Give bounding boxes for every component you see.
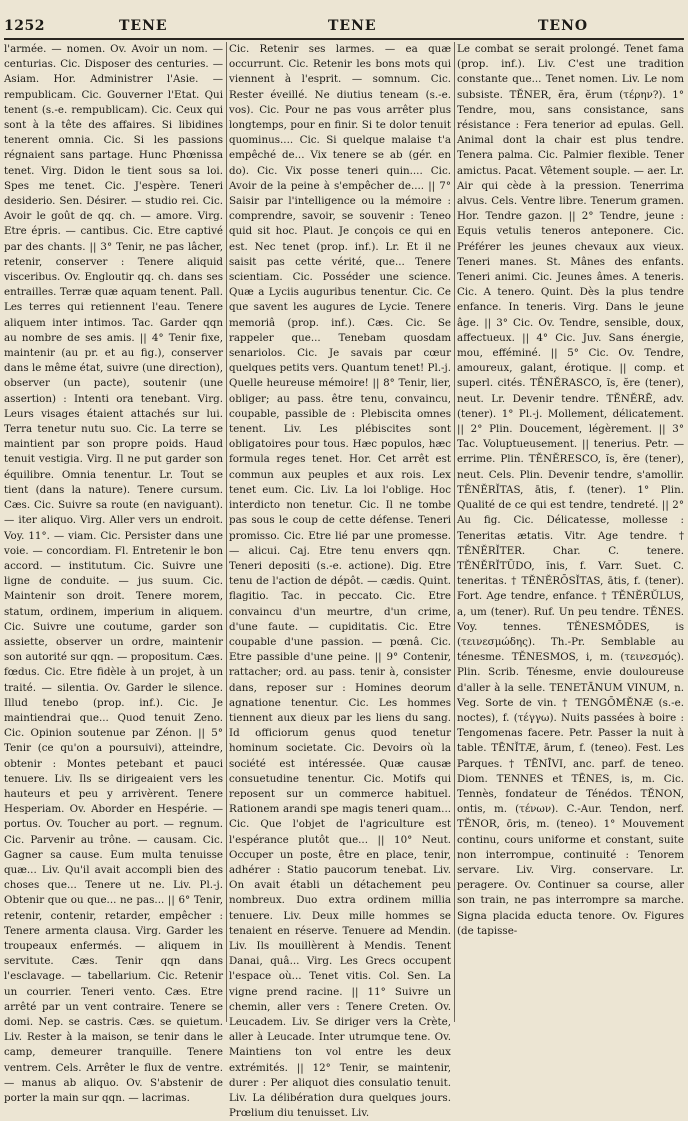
text-column-middle	[229, 42, 451, 1120]
column-left-text: l'armée. — nomen. Ov. Avoir un nom. — centurias. Cic. Disposer des centuries. — Asiam. Hor. Administrer l'Asie. — rempublicam. Cic. Gouverner l'Etat. Qui tenent (s.-e. rempublicam). Cic. Ceux qui sont à la tête des affaires. Si libidines tenerent omnia. Cic. Si les passions régnaient sans partage. Hunc Phœnissa tenet. Virg. Didon le tient sous sa loi. Spes me tenet. Cic. J'espère. Teneri desiderio. Sen. Désirer. — studio rei. Cic. Avoir le goût de qq. ch. — amore. Virg. Etre épris. — cantibus. Cic. Etre captivé par des chants. || 3° Tenir, ne pas lâcher, retenir, conserver : Tenere aliquid visceribus. Ov. Engloutir qq. ch. dans ses entrailles. Terræ quæ aquam tenent. Pall. Les terres qui retiennent l'eau. Tenere aliquem inter intimos. Tac. Garder qqn au nombre de ses amis. || 4° Tenir fixe, maintenir (au pr. et au fig.), conserver dans le même état, suivre (une direction), observer (un pacte), soutenir (une assertion) : Intenti ora tenebant. Virg. Leurs visages étaient attachés sur lui. Terra tenetur nutu suo. Cic. La terre se maintient par son propre poids. Haud tenuit vestigia. Virg. Il ne put garder son équilibre. Omnia tenentur. Lr. Tout se tient (dans la nature). Tenere cursum. Cæs. Cic. Suivre sa route (en naviguant). — iter aliquo. Virg. Aller vers un endroit. Voy. 11°. — viam. Cic. Persister dans une voie. — concordiam. Fl. Entretenir le bon accord. — institutum. Cic. Suivre une ligne de conduite. — jus suum. Cic. Maintenir son droit. Tenere morem, statum, ordinem, imperium in aliquem. Cic. Suivre une coutume, garder son assiette, observer un ordre, maintenir son autorité sur qqn. — propositum. Cæs. fœdus. Cic. Etre fidèle à un projet, à un traité. — silentia. Ov. Garder le silence. Illud tenebo (prop. inf.). Cic. Je maintiendrai que... Quod tenuit Zeno. Cic. Opinion soutenue par Zénon. || 5° Tenir (ce qu'on a poursuivi), atteindre, obtenir : Montes petebant et pauci tenuere. Liv. Ils se dirigeaient vers les hauteurs et peu y arrivèrent. Tenere Hesperiam. Ov. Aborder en Hespérie. — portus. Ov. Toucher au port. — regnum. Cic. Parvenir au trône. — causam. Cic. Gagner sa cause. Eum multa tenuisse quæ... Liv. Qu'il avait accompli bien des choses que... Tenere ut ne. Liv. Pl.-j. Obtenir que ou que... ne pas... || 6° Tenir, retenir, contenir, retarder, empêcher : Tenere armenta clausa. Virg. Garder les troupeaux enfermés. — aliquem in servitute. Cæs. Tenir qqn dans l'esclavage. — tabellarium. Cic. Retenir un courrier. Teneri vento. Cæs. Etre arrêté par un vent contraire. Tenere se domi. Nep. se castris. Cæs. se quietum. Liv. Rester à la maison, se tenir dans le camp, demeurer tranquille. Tenere ventrem. Cels. Arrêter le flux de ventre. — manus ab aliquo. Ov. S'abstenir de porter la main sur qqn. — lacrimas.	[4, 43, 223, 1105]
text-column-left	[4, 42, 223, 1105]
text-column-right	[457, 42, 684, 1022]
column-divider-right	[454, 42, 455, 1022]
running-headword-center: TENE	[328, 18, 377, 34]
page-number: 1252	[4, 18, 45, 34]
running-headword-right: TENO	[538, 18, 589, 34]
column-right-text: Le combat se serait prolongé. Tenet fama (prop. inf.). Liv. C'est une tradition constante que... Tenet nomen. Liv. Le nom subsiste. TĔNER, ĕra, ĕrum (τέρην?). 1° Tendre, mou, sans consistance, sans résistance : Fera tenerior ad epulas. Gell. Animal dont la chair est plus tendre. Tenera palma. Cic. Palmier flexible. Tener amictus. Pacat. Vêtement souple. — aer. Lr. Air qui cède à la pression. Tenerrima alvus. Cels. Ventre libre. Tenerum gramen. Hor. Tendre gazon. || 2° Tendre, jeune : Equis vetulis teneros anteponere. Cic. Préférer les jeunes chevaux aux vieux. Teneri manes. St. Mânes des enfants. Teneri animi. Cic. Jeunes âmes. A teneris. Cic. A tenero. Quint. Dès la plus tendre enfance. In teneris. Virg. Dans le jeune âge. || 3° Cic. Ov. Tendre, sensible, doux, affectueux. || 4° Cic. Juv. Sans énergie, mou, efféminé. || 5° Cic. Ov. Tendre, amoureux, galant, érotique. || comp. et superl. cités. TĔNĔRASCO, ĭs, ĕre (tener), neut. Lr. Devenir tendre. TĔNĔRĒ, adv. (tener). 1° Pl.-j. Mollement, délicatement. || 2° Plin. Doucement, légèrement. || 3° Tac. Voluptueusement. || tenerius. Petr. — errime. Plin. TĔNĔRESCO, ĭs, ĕre (tener), neut. Cels. Plin. Devenir tendre, s'amollir. TĔNĔRĬTAS, ātis, f. (tener). 1° Plin. Qualité de ce qui est tendre, tendreté. || 2° Au fig. Cic. Délicatesse, mollesse : Teneritas ætatis. Vitr. Age tendre. † TĔNĔRĬTER. Char. C. tenere. TĔNĔRĬTŪDO, ĭnis, f. Varr. Suet. C. teneritas. † TĔNĔRŌSĬTAS, ātis, f. (tener). Fort. Age tendre, enfance. † TĔNĔRŬLUS, a, um (tener). Ruf. Un peu tendre. TĔNES. Voy. tennes. TĔNESMŌDES, is (τεινεσμώδης). Th.-Pr. Semblable au ténesme. TĔNESMOS, i, m. (τεινεσμός). Plin. Scrib. Ténesme, envie douloureuse d'aller à la selle. TENETĀNUM VINUM, n. Veg. Sorte de vin. † TENGŌMĔNÆ (s.-e. noctes), f. (τέγγω). Nuits passées à boire : Tengomenas facere. Petr. Passer la nuit à table. TĒNĬTÆ, ārum, f. (teneo). Fest. Les Parques. † TĒNĪVI, anc. parf. de teneo. Diom. TENNES et TĒNES, is, m. Cic. Tennès, fondateur de Ténédos. TĔNON, ontis, m. (τένων). C.-Aur. Tendon, nerf. TĔNOR, ōris, m. (teneo). 1° Mouvement continu, cours uniforme et constant, suite non interrompue, continuité : Tenorem servare. Liv. Virg. conservare. Lr. peragere. Ov. Continuer sa course, aller son train, ne pas interrompre sa marche. Signa placida educta tenore. Ov. Figures (de tapisse-	[457, 43, 684, 937]
column-divider-left	[226, 42, 227, 1022]
column-middle-text: Cic. Retenir ses larmes. — ea quæ occurrunt. Cic. Retenir les bons mots qui viennent à l'esprit. — somnum. Cic. Rester éveillé. Ne diutius teneam (s.-e. vos). Cic. Pour ne pas vous arrêter plus longtemps, pour en finir. Si te dolor tenuit quominus.... Cic. Si quelque malaise t'a empêché de... Vix tenere se ab (gér. en do). Cic. Vix posse teneri quin.... Cic. Avoir de la peine à s'empêcher de.... || 7° Saisir par l'intelligence ou la mémoire : comprendre, savoir, se souvenir : Teneo quid sit hoc. Plaut. Je conçois ce qui en est. Nec tenet (prop. inf.). Lr. Et il ne saisit pas cette vérité, que... Tenere scientiam. Cic. Posséder une science. Quæ a Lyciis auguribus tenentur. Cic. Ce que savent les augures de Lycie. Tenere memoriâ (prop. inf.). Cæs. Cic. Se rappeler que... Tenebam quosdam senariolos. Cic. Je savais par cœur quelques petits vers. Quantum tenet! Pl.-j. Quelle heureuse mémoire! || 8° Tenir, lier, obliger; au pass. être tenu, convaincu, coupable, passible de : Plebiscita omnes tenent. Liv. Les plébiscites sont obligatoires pour tous. Hæc populos, hæc formula reges tenet. Hor. Cet arrêt est commun aux peuples et aux rois. Lex tenet eum. Cic. Liv. La loi l'oblige. Hoc interdicto non tenetur. Cic. Il ne tombe pas sous le coup de cette défense. Teneri promisso. Cic. Etre lié par une promesse. — alicui. Caj. Etre tenu envers qqn. Teneri depositi (s.-e. actione). Dig. Etre tenu de l'action de dépôt. — cædis. Quint. flagitio. Tac. in peccato. Cic. Etre convaincu d'un meurtre, d'un crime, d'une faute. — cupiditatis. Cic. Etre coupable d'une passion. — pœnâ. Cic. Etre passible d'une peine. || 9° Contenir, rattacher; ord. au pass. tenir à, consister dans, reposer sur : Homines deorum agnatione tenentur. Cic. Les hommes tiennent aux dieux par les liens du sang. Id officiorum genus quod tenetur hominum societate. Cic. Devoirs où la société est intéressée. Quæ causæ consuetudine tenentur. Cic. Motifs qui reposent sur un commerce habituel. Rationem arandi spe magis teneri quam... Cic. Que l'objet de l'agriculture est l'espérance plutôt que... || 10° Neut. Occuper un poste, être en place, tenir, adhérer : Statio paucorum tenebat. Liv. On avait établi un détachement peu nombreux. Duo extra ordinem millia tenuere. Liv. Deux mille hommes se tenaient en réserve. Tenuere ad Mendin. Liv. Ils mouillèrent à Mendis. Tenent Danai, quâ... Virg. Les Grecs occupent l'espace où... Tenet vitis. Col. Sen. La vigne prend racine. || 11° Suivre un chemin, aller vers : Tenere Creten. Ov. Leucadem. Liv. Se diriger vers la Crète, aller à Leucade. Inter utrumque tene. Ov. Maintiens ton vol entre les deux extrémités. || 12° Tenir, se maintenir, durer : Per aliquot dies consulatio tenuit. Liv. La délibération dura quelques jours. Prœlium diu tenuisset. Liv.	[229, 43, 451, 1120]
page-header	[0, 0, 688, 40]
running-headword-left: TENE	[119, 18, 168, 34]
header-rule	[4, 38, 684, 40]
